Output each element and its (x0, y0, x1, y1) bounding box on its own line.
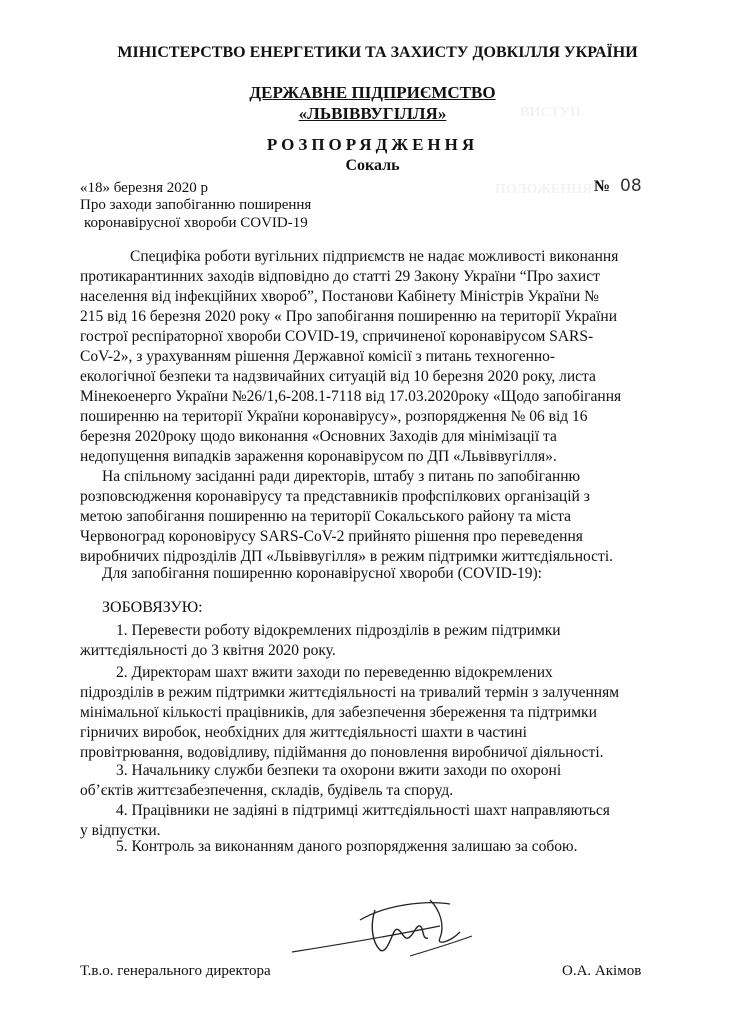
order-item-2 (80, 663, 676, 763)
enterprise-line-2: «ЛЬВІВВУГІЛЛЯ» (298, 104, 447, 123)
item-line: об’єктів життєзабезпечення, складів, будівель та споруд. (80, 782, 454, 799)
body-line: CoV-2», з урахуванням рішення Державної комісії з питань техногенно- (80, 348, 556, 365)
document-subject (80, 196, 311, 232)
body-paragraph-1 (80, 247, 676, 467)
body-line: Червоноград короновірусу SARS-CoV-2 прийнято рішення про переведення (80, 528, 583, 545)
order-item-3 (80, 761, 676, 801)
handwritten-signature (290, 880, 490, 970)
decree-heading: ЗОБОВЯЗУЮ: (102, 599, 203, 616)
body-line: На спільному засіданні ради директорів, штабу з питань по запобіганню (102, 468, 581, 485)
body-line: березня 2020року щодо виконання «Основних Заходів для мінімізації та (80, 428, 557, 445)
bleed-through-mark: ПОЛОЖЕННЯ (495, 182, 593, 197)
item-line: гірничих виробок, необхідних для життєдіяльності шахти в частині (80, 724, 527, 741)
body-line: населення від інфекційних хвороб”, Постанови Кабінету Міністрів України № (80, 288, 599, 305)
body-line: протикарантинних заходів відповідно до статті 29 Закону України “Про захист (80, 268, 600, 285)
item-line: 5. Контроль за виконанням даного розпорядження залишаю за собою. (116, 838, 578, 855)
enterprise-line-1: ДЕРЖАВНЕ ПІДПРИЄМСТВО (249, 83, 496, 102)
item-line: мінімальної кількості працівників, для забезпечення збереження та підтримки (80, 704, 597, 721)
body-line: розповсюдження коронавірусу та представників профспілкових організацій з (80, 488, 590, 505)
body-line: недопущення випадків зараження коронавірусом по ДП «Львіввугілля». (80, 448, 557, 465)
body-line: екологічної безпеки та надзвичайних ситуацій від 10 березня 2020 року, листа (80, 368, 596, 385)
item-line: провітрювання, водовідливу, підіймання до поновлення виробничої діяльності. (80, 744, 604, 761)
enterprise-header (0, 82, 745, 124)
body-line: виробничих підрозділів ДП «Львіввугілля» в режим підтримки життєдіяльності. (80, 548, 614, 565)
signatory-title: Т.в.о. генерального директора (80, 963, 271, 979)
document-number: 08 (620, 176, 642, 196)
body-line: Специфіка роботи вугільних підприємств не надає можливості виконання (130, 248, 619, 265)
document-type-title: РОЗПОРЯДЖЕННЯ (266, 135, 479, 154)
item-line: у відпустки. (80, 822, 161, 839)
bleed-through-mark: ВИСТУП (520, 105, 581, 120)
body-paragraph-2 (80, 467, 676, 567)
item-line: 1. Перевести роботу відокремлених підрозділів в режим підтримки (116, 622, 561, 639)
order-item-4 (80, 801, 676, 841)
signatory-name: О.А. Акімов (562, 963, 642, 979)
body-line: гострої респіраторної хвороби COVID-19, спричиненої коронавірусом SARS- (80, 328, 594, 345)
body-line: метою запобігання поширенню на території Сокальського району та міста (80, 508, 571, 525)
order-item-1 (80, 621, 676, 661)
subject-line-2: коронавірусної хвороби COVID-19 (84, 215, 308, 231)
document-number-label: № (594, 178, 611, 195)
body-line: Мінекоенерго України №26/1,6-208.1-7118 від 17.03.2020року «Щодо запобігання (80, 388, 622, 405)
city-name: Сокаль (345, 157, 400, 174)
subject-line-1: Про заходи запобіганню поширення (80, 197, 312, 213)
body-paragraph-3: Для запобігання поширенню коронавірусної хвороби (COVID-19): (102, 565, 542, 582)
item-line: життєдіяльності до 3 квітня 2020 року. (80, 642, 336, 659)
order-item-5 (80, 837, 676, 857)
item-line: 3. Начальнику служби безпеки та охорони вжити заходи по охороні (116, 762, 562, 779)
document-date: «18» березня 2020 р (80, 180, 209, 196)
item-line: 2. Директорам шахт вжити заходи по переведенню відокремлених (116, 664, 553, 681)
ministry-header: МІНІСТЕРСТВО ЕНЕРГЕТИКИ ТА ЗАХИСТУ ДОВКІЛЛЯ УКРАЇНИ (117, 44, 638, 61)
body-line: 215 від 16 березня 2020 року « Про запобігання поширенню на території України (80, 308, 617, 325)
item-line: підрозділів в режим підтримки життєдіяльності на тривалий термін з залученням (80, 684, 620, 701)
item-line: 4. Працівники не задіяні в підтримці життєдіяльності шахт направляються (116, 802, 610, 819)
body-line: поширенню на території України коронавірусу», розпорядження № 06 від 16 (80, 408, 588, 425)
